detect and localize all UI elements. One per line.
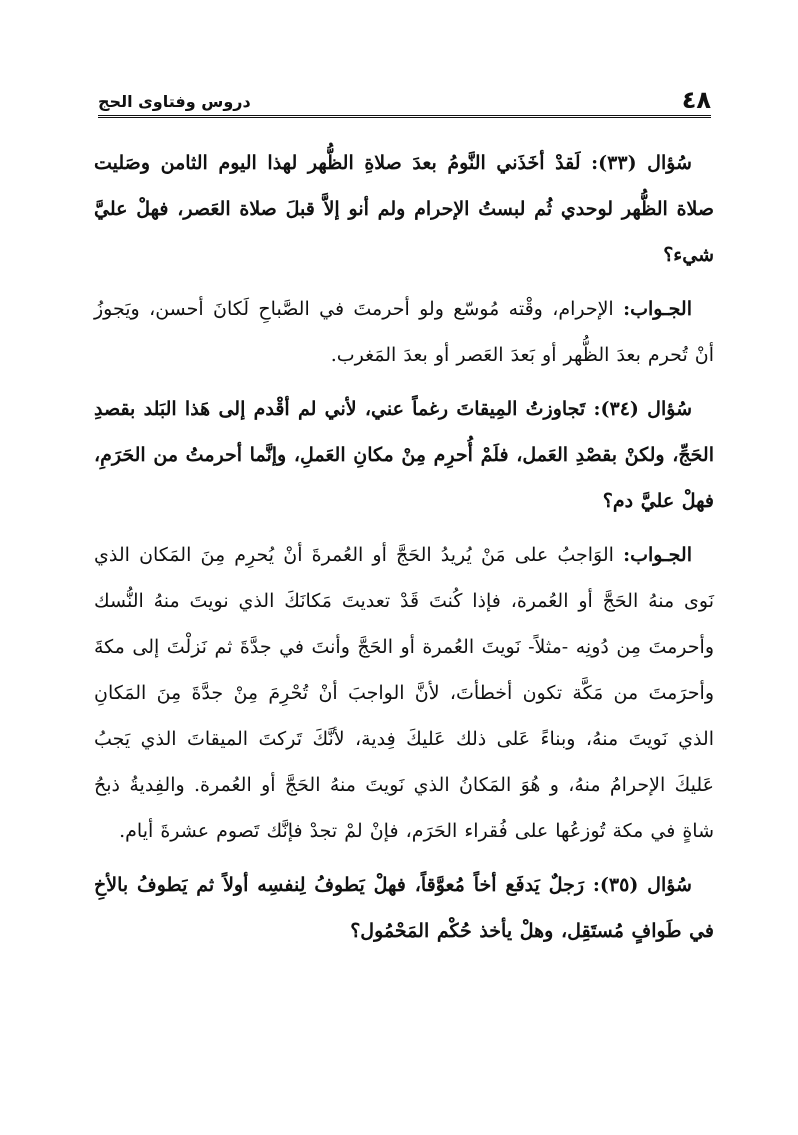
question-33 [94,140,714,278]
answer-33 [94,286,714,378]
question-33-text: سُؤال (٣٣): لَقدْ أخَذَني النَّومُ بعدَ صلاةِ الظُّهر لهذا اليوم الثامن وصَليت صلاة الظُّهر لوحدي ثُم لبستُ الإحرام ولم أنو إلاَّ قبلَ صلاة العَصر، فهلْ عليَّ شيء؟ [94,152,714,266]
running-title: دروس وفتاوى الحج [98,92,251,111]
question-34-text: سُؤال (٣٤): تَجاوزتُ المِيقاتَ رغماً عني، لأني لم أقْدم إلى هَذا البَلد بقصدِ الحَجِّ، ولكنْ بقصْدِ العَمل، فلَمْ أُحرِم مِنْ مكانِ العَملِ، وإنَّما أحرمتُ من الحَرَمِ، فهلْ عليَّ دم؟ [94,398,714,512]
answer-34 [94,532,714,854]
question-35 [94,862,714,954]
question-35-text: سُؤال (٣٥): رَجلٌ يَدفَع أخاً مُعوَّقاً، فهلْ يَطوفُ لِنفسِه أولاً ثم يَطوفُ بالأخِ في طَوافٍ مُستَقِل، وهلْ يأخذ حُكْم المَحْمُول؟ [94,874,714,942]
answer-33-lead: الجـواب: [623,298,692,320]
page-number: ٤٨ [681,86,711,114]
page-header [98,88,711,118]
page-body [94,140,714,962]
answer-34-lead: الجـواب: [623,544,692,566]
answer-33-text: الإحرام، وقْته مُوسّع ولو أحرمتَ في الصَّباحِ لَكانَ أحسن، ويَجوزُ أنْ تُحرم بعدَ الظُّهر أو بَعدَ العَصر أو بعدَ المَغرب. [94,298,714,366]
question-34 [94,386,714,524]
answer-34-text: الوَاجبُ على مَنْ يُريدُ الحَجَّ أو العُمرةَ أنْ يُحرِم مِنَ المَكان الذي نَوى منهُ الحَجَّ أو العُمرة، فإذا كُنتَ قَدْ تعديتَ مَكانَكَ الذي نويتَ منهُ النُّسك وأحرمتَ مِن دُونِه -مثلاً- نَويتَ العُمرة أو الحَجَّ وأنتَ في جدَّةَ ثم نَزلْتَ إلى مكةَ وأحرَمتَ من مَكَّة تكون أخطأتَ، لأنَّ الواجبَ أنْ تُحْرِمَ مِنْ جدَّةَ مِنَ المَكانِ الذي نَويتَ منهُ، وبناءً عَلى ذلك عَليكَ فِدية، لأنَّكَ تَركتَ الميقاتَ الذي يَجبُ عَليكَ الإحرامُ منهُ، و هُوَ المَكانُ الذي نَويتَ منهُ الحَجَّ أو العُمرة. والفِديةُ ذبحُ شاةٍ في مكة تُوزعُها على فُقراء الحَرَم، فإنْ لمْ تجدْ فإنَّك تَصوم عشرةَ أيام. [94,544,714,842]
